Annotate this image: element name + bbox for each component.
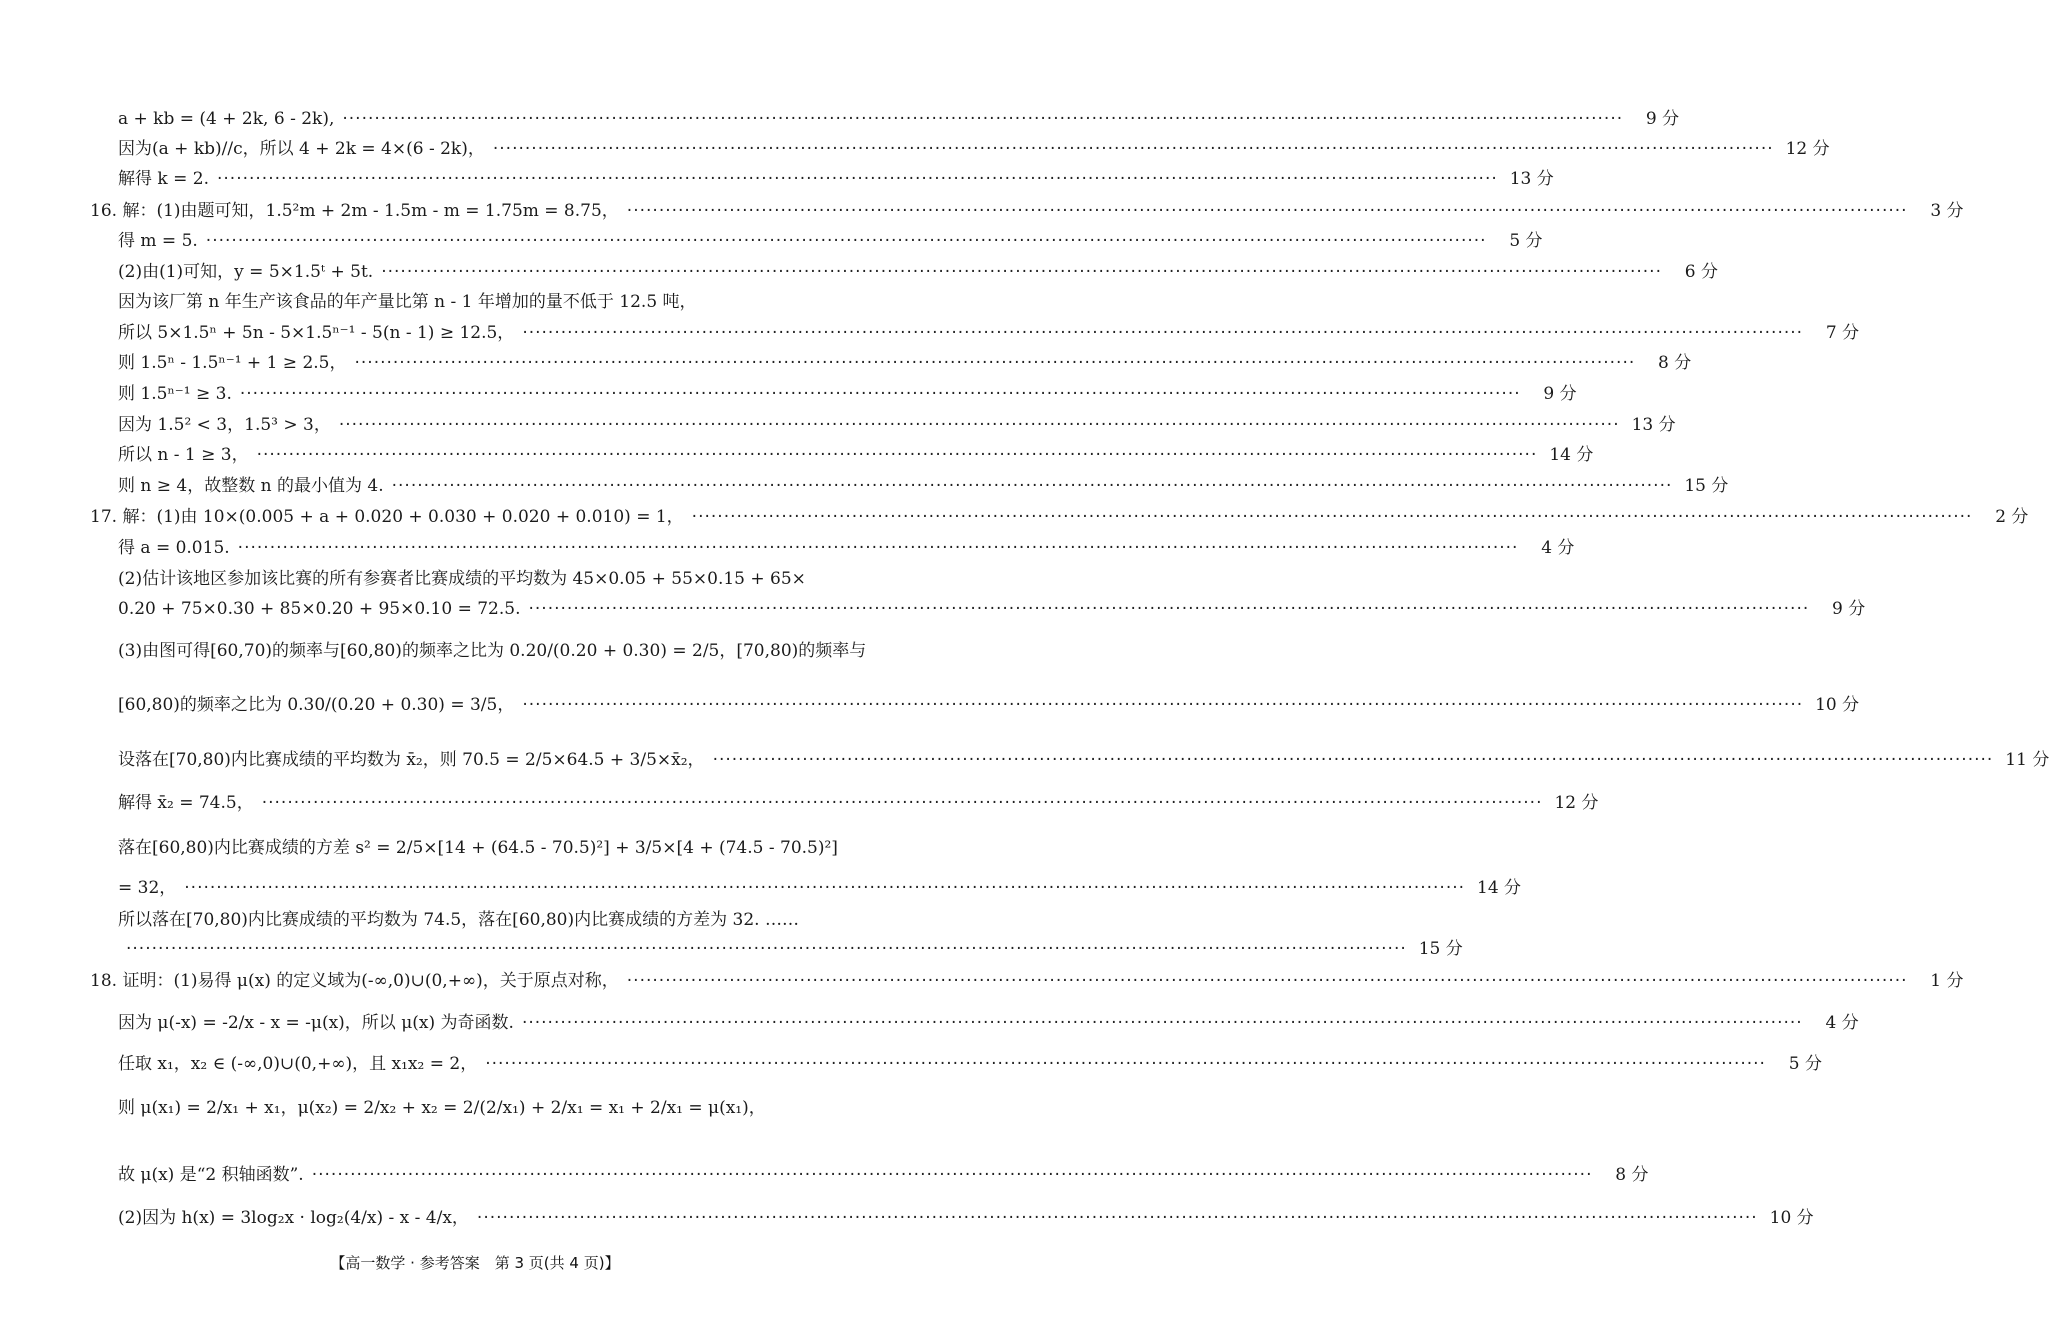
answer-line xyxy=(90,196,1964,221)
answer-line xyxy=(118,134,1830,159)
answer-line xyxy=(118,164,1554,189)
dot-leader: ········································································································································································································ xyxy=(391,476,1673,496)
answer-line xyxy=(118,745,2049,770)
answer-text: 所以 5×1.5ⁿ + 5n - 5×1.5ⁿ⁻¹ - 5(n - 1) ≥ 12.5， xyxy=(118,323,515,343)
score-points: 7 分 xyxy=(1825,323,1860,343)
score-points: 12 分 xyxy=(1554,793,1599,813)
answer-line xyxy=(118,1049,1822,1074)
dot-leader: ········································································································································································································ xyxy=(205,231,1487,251)
answer-line xyxy=(118,690,1860,715)
dot-leader: ········································································································································································································ xyxy=(184,878,1466,898)
score-points: 1 分 xyxy=(1930,971,1964,991)
answer-line xyxy=(118,934,1463,959)
answer-line xyxy=(118,1008,1859,1033)
answer-text-plain: 所以落在[70,80)内比赛成绩的平均数为 74.5，落在[60,80)内比赛成绩的方差为 32. …… xyxy=(118,910,799,930)
answer-text: 则 1.5ⁿ - 1.5ⁿ⁻¹ + 1 ≥ 2.5， xyxy=(118,353,347,373)
score-points: 5 分 xyxy=(1509,231,1543,251)
answer-line xyxy=(118,226,1543,251)
dot-leader: ········································································································································································································ xyxy=(338,415,1620,435)
score-points: 11 分 xyxy=(2005,750,2049,770)
score-points: 14 分 xyxy=(1549,445,1594,465)
answer-text: [60,80)的频率之比为 0.30/(0.20 + 0.30) = 3/5， xyxy=(118,695,515,715)
dot-leader: ········································································································································································································ xyxy=(256,445,1538,465)
score-points: 10 分 xyxy=(1815,695,1860,715)
answer-line xyxy=(118,257,1718,282)
answer-text: 18. 证明：(1)易得 μ(x) 的定义域为(-∞,0)∪(0,+∞)，关于原点对称， xyxy=(90,971,619,991)
answer-text: a + kb = (4 + 2k, 6 - 2k), xyxy=(118,109,335,129)
answer-text: 0.20 + 75×0.30 + 85×0.20 + 95×0.10 = 72.5. xyxy=(118,599,521,619)
answer-text-plain: 落在[60,80)内比赛成绩的方差 s² = 2/5×[14 + (64.5 - 70.5)²] + 3/5×[4 + (74.5 - 70.5)²] xyxy=(118,838,838,858)
answer-text: 17. 解：(1)由 10×(0.005 + a + 0.020 + 0.030 + 0.020 + 0.010) = 1， xyxy=(90,507,684,527)
answer-line xyxy=(118,533,1575,558)
dot-leader: ········································································································································································································ xyxy=(712,750,1994,770)
dot-leader: ········································································································································································································ xyxy=(521,1013,1803,1033)
score-points: 2 分 xyxy=(1995,507,2029,527)
dot-leader: ········································································································································································································ xyxy=(342,109,1624,129)
score-points: 15 分 xyxy=(1418,939,1463,959)
score-points: 15 分 xyxy=(1684,476,1729,496)
dot-leader: ········································································································································································································ xyxy=(216,169,1498,189)
answer-line xyxy=(118,471,1729,496)
dot-leader: ········································································································································································································ xyxy=(354,353,1636,373)
answer-text-plain: (3)由图可得[60,70)的频率与[60,80)的频率之比为 0.20/(0.20 + 0.30) = 2/5，[70,80)的频率与 xyxy=(118,641,867,661)
score-points: 9 分 xyxy=(1832,599,1866,619)
score-points: 9 分 xyxy=(1645,109,1680,129)
score-points: 10 分 xyxy=(1769,1208,1814,1228)
score-points: 13 分 xyxy=(1631,415,1676,435)
answer-text: 解得 k = 2. xyxy=(118,169,209,189)
answer-line xyxy=(118,1203,1814,1228)
dot-leader: ········································································································································································································ xyxy=(528,599,1810,619)
answer-text: 解得 x̄₂ = 74.5， xyxy=(118,793,254,813)
answer-line xyxy=(118,348,1692,373)
answer-text: 则 n ≥ 4，故整数 n 的最小值为 4. xyxy=(118,476,384,496)
answer-text-plain: 则 μ(x₁) = 2/x₁ + x₁，μ(x₂) = 2/x₂ + x₂ = 2/(2/x₁) + 2/x₁ = x₁ + 2/x₁ = μ(x₁)， xyxy=(118,1098,766,1118)
score-points: 6 分 xyxy=(1684,262,1718,282)
answer-line xyxy=(118,873,1522,898)
answer-text: 得 a = 0.015. xyxy=(118,538,230,558)
dot-leader: ········································································································································································································ xyxy=(522,323,1804,343)
score-points: 8 分 xyxy=(1658,353,1692,373)
answer-text: 因为 μ(-x) = -2/x - x = -μ(x)，所以 μ(x) 为奇函数. xyxy=(118,1013,514,1033)
answer-text: 故 μ(x) 是“2 积轴函数”. xyxy=(118,1165,304,1185)
answer-line xyxy=(118,788,1599,813)
answer-text: (2)由(1)可知，y = 5×1.5ᵗ + 5t. xyxy=(118,262,374,282)
dot-leader: ········································································································································································································ xyxy=(522,695,1804,715)
dot-leader: ········································································································································································································ xyxy=(626,971,1908,991)
score-points: 12 分 xyxy=(1785,139,1830,159)
dot-leader: ········································································································································································································ xyxy=(626,201,1908,221)
page-footer: 【高一数学 · 参考答案 第 3 页(共 4 页)】 xyxy=(330,1254,620,1272)
score-points: 4 分 xyxy=(1541,538,1575,558)
answer-text: 则 1.5ⁿ⁻¹ ≥ 3. xyxy=(118,384,232,404)
answer-text: 得 m = 5. xyxy=(118,231,198,251)
dot-leader: ········································································································································································································ xyxy=(237,538,1519,558)
answer-line xyxy=(118,379,1577,404)
answer-text: 设落在[70,80)内比赛成绩的平均数为 x̄₂，则 70.5 = 2/5×64.5 + 3/5×x̄₂， xyxy=(118,750,705,770)
dot-leader: ········································································································································································································ xyxy=(239,384,1521,404)
answer-text: = 32， xyxy=(118,878,177,898)
answer-line xyxy=(118,1160,1649,1185)
dot-leader: ········································································································································································································ xyxy=(311,1165,1593,1185)
dot-leader: ········································································································································································································ xyxy=(691,507,1973,527)
score-points: 14 分 xyxy=(1477,878,1522,898)
answer-line xyxy=(118,104,1680,129)
answer-text: 因为(a + kb)//c，所以 4 + 2k = 4×(6 - 2k)， xyxy=(118,139,485,159)
answer-line xyxy=(118,410,1676,435)
answer-text: 所以 n - 1 ≥ 3， xyxy=(118,445,249,465)
answer-text: 任取 x₁，x₂ ∈ (-∞,0)∪(0,+∞)，且 x₁x₂ = 2， xyxy=(118,1054,478,1074)
answer-text: 因为 1.5² < 3，1.5³ > 3， xyxy=(118,415,331,435)
score-points: 9 分 xyxy=(1543,384,1577,404)
dot-leader: ········································································································································································································ xyxy=(492,139,1774,159)
score-points: 3 分 xyxy=(1930,201,1964,221)
answer-line xyxy=(90,966,1964,991)
answer-text: 16. 解：(1)由题可知，1.5²m + 2m - 1.5m - m = 1.75m = 8.75， xyxy=(90,201,619,221)
answer-text-plain: (2)估计该地区参加该比赛的所有参赛者比赛成绩的平均数为 45×0.05 + 55×0.15 + 65× xyxy=(118,569,806,589)
dot-leader: ········································································································································································································ xyxy=(261,793,1543,813)
dot-leader: ········································································································································································································ xyxy=(381,262,1662,282)
answer-line xyxy=(118,318,1860,343)
dot-leader: ········································································································································································································ xyxy=(126,939,1407,959)
answer-text-plain: 因为该厂第 n 年生产该食品的年产量比第 n - 1 年增加的量不低于 12.5 吨， xyxy=(118,292,697,312)
answer-text: (2)因为 h(x) = 3log₂x · log₂(4/x) - x - 4/x， xyxy=(118,1208,469,1228)
dot-leader: ········································································································································································································ xyxy=(476,1208,1758,1228)
score-points: 8 分 xyxy=(1615,1165,1649,1185)
score-points: 13 分 xyxy=(1509,169,1554,189)
score-points: 4 分 xyxy=(1825,1013,1859,1033)
dot-leader: ········································································································································································································ xyxy=(485,1054,1766,1074)
score-points: 5 分 xyxy=(1788,1054,1822,1074)
answer-line xyxy=(118,594,1866,619)
answer-line xyxy=(90,502,2029,527)
answer-line xyxy=(118,440,1594,465)
